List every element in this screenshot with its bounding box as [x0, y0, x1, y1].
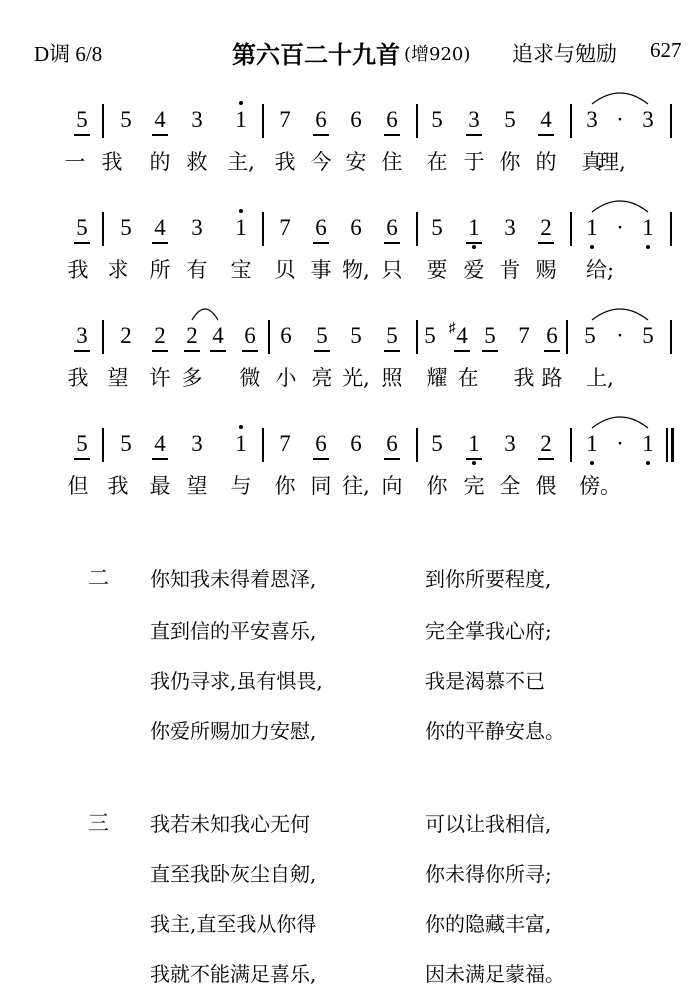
hymn-number: 627 [650, 38, 682, 62]
lyric-char: 我 [107, 474, 129, 498]
score-note: 3 [468, 107, 480, 132]
score-note: 5 [386, 323, 398, 348]
lyric-char: 真 [581, 150, 603, 174]
lyric-char: 只 [381, 258, 403, 282]
score-note: 2 [120, 323, 132, 348]
score-note: 1 [468, 431, 480, 456]
verse-number: 三 [88, 811, 109, 835]
tie-arc [592, 201, 648, 212]
lyric-char: 的 [149, 150, 171, 174]
sharp-sign: ♯ [448, 321, 456, 336]
score-note: · [616, 323, 624, 348]
lyric-char: 有 [186, 258, 208, 282]
score-note: 5 [120, 215, 132, 240]
lyric-char: 光, [342, 366, 370, 390]
tie-arc [592, 93, 648, 104]
hymn-category: 追求与勉励 [512, 42, 617, 66]
lyric-char: 今 [310, 150, 332, 174]
score-note: 3 [191, 107, 203, 132]
verse-number: 二 [88, 566, 109, 590]
lyric-char: 傍。 [579, 474, 621, 498]
lyric-char: 事 [310, 258, 332, 282]
score-note: 6 [386, 431, 398, 456]
lyric-char: 要 [426, 258, 448, 282]
score-note: 7 [518, 323, 530, 348]
lyric-char: 多 [181, 366, 203, 390]
score-note: 5 [431, 431, 443, 456]
tie-arc [592, 417, 648, 428]
verse-line: 直至我卧灰尘自剱, [150, 862, 317, 886]
score-note: · [616, 107, 624, 132]
score-note: 5 [120, 431, 132, 456]
lyric-char: 照 [381, 366, 403, 390]
score-note: 5 [120, 107, 132, 132]
score-note: 1 [235, 107, 247, 132]
lyric-char: 救 [186, 150, 208, 174]
score-note: 3 [191, 215, 203, 240]
verse-line: 你的平静安息。 [425, 719, 565, 743]
lyric-char: 我 [101, 150, 123, 174]
lyric-char: 你 [274, 474, 296, 498]
lyric-char: 爱 [463, 258, 485, 282]
lyric-char: 小 [275, 366, 297, 390]
hymn-title: 第六百二十九首 [232, 40, 400, 69]
lyric-char: 物, [342, 258, 370, 282]
score-note: 5 [76, 215, 88, 240]
lyric-char: 在 [426, 150, 448, 174]
score-note: 6 [280, 323, 292, 348]
verse-line: 完全掌我心府; [425, 619, 552, 643]
score-note: 4 [540, 107, 552, 132]
lyric-char: 我 [513, 366, 535, 390]
score-note: 7 [279, 107, 291, 132]
lyric-char: 理, [598, 150, 626, 174]
score-note: 1 [586, 431, 598, 456]
verse-line: 因未满足蒙福。 [425, 962, 565, 986]
lyric-char: 我 [67, 258, 89, 282]
score-note: 7 [279, 215, 291, 240]
key-signature: D调 6/8 [34, 42, 103, 66]
score-note: 4 [212, 323, 224, 348]
verse-line: 你爱所赐加力安慰, [150, 719, 317, 743]
score-note: · [616, 215, 624, 240]
lyric-char: 与 [230, 474, 252, 498]
lyric-char: 于 [463, 150, 485, 174]
score-note: 5 [431, 107, 443, 132]
lyric-char: 往, [342, 474, 370, 498]
lyric-char: 微 [239, 366, 261, 390]
score-note: 3 [642, 107, 654, 132]
score-note: 1 [468, 215, 480, 240]
supplement-number: (增920) [404, 44, 471, 65]
verse-line: 我仍寻求,虽有惧畏, [150, 669, 323, 693]
lyric-char: 望 [186, 474, 208, 498]
lyric-char: 住 [381, 150, 403, 174]
lyric-char: 望 [107, 366, 129, 390]
score-note: 6 [350, 215, 362, 240]
score-note: 6 [546, 323, 558, 348]
score-note: 3 [504, 215, 516, 240]
lyric-char: 我 [67, 366, 89, 390]
verse-line: 我是渴慕不已 [425, 669, 545, 693]
score-note: 1 [235, 215, 247, 240]
lyric-char: 全 [499, 474, 521, 498]
score-note: 6 [350, 431, 362, 456]
verse-line: 可以让我相信, [425, 812, 552, 836]
score-note: 6 [315, 107, 327, 132]
score-note: 5 [316, 323, 328, 348]
score-note: 1 [642, 431, 654, 456]
score-note: 6 [315, 215, 327, 240]
score-note: 4 [154, 431, 166, 456]
lyric-char: 在 [457, 366, 479, 390]
score-note: 6 [315, 431, 327, 456]
lyric-char: 宝 [230, 258, 252, 282]
score-note: 5 [76, 107, 88, 132]
score-note: 6 [386, 107, 398, 132]
lyric-char: 最 [149, 474, 171, 498]
score-note: 6 [244, 323, 256, 348]
score-note: 5 [642, 323, 654, 348]
score-note: 4 [154, 215, 166, 240]
verse-line: 你的隐藏丰富, [425, 912, 552, 936]
score-note: 3 [504, 431, 516, 456]
lyric-char: 安 [345, 150, 367, 174]
score-note: 2 [540, 215, 552, 240]
lyric-char: 求 [107, 258, 129, 282]
lyric-char: 偎 [535, 474, 557, 498]
score-note: 5 [350, 323, 362, 348]
score-note: 3 [76, 323, 88, 348]
verse-line: 你未得你所寻; [425, 862, 552, 886]
verse-line: 直到信的平安喜乐, [150, 619, 317, 643]
lyric-char: 肯 [499, 258, 521, 282]
score-note: 7 [279, 431, 291, 456]
verse-line: 你知我未得着恩泽, [150, 567, 317, 591]
verse-line: 到你所要程度, [425, 567, 552, 591]
lyric-char: 亮 [311, 366, 333, 390]
verse-line: 我就不能满足喜乐, [150, 962, 317, 986]
score-note: 1 [642, 215, 654, 240]
score-note: 5 [484, 323, 496, 348]
lyric-char: 但 [67, 474, 89, 498]
score-note: 4 [456, 323, 468, 348]
score-note: 5 [424, 323, 436, 348]
lyric-char: 你 [426, 474, 448, 498]
score-note: 3 [586, 107, 598, 132]
score-note: · [616, 431, 624, 456]
verse-line: 我若未知我心无何 [150, 812, 310, 836]
lyric-char: 贝 [274, 258, 296, 282]
tie-arc [592, 309, 648, 320]
score-note: 5 [584, 323, 596, 348]
score-note: 1 [586, 215, 598, 240]
lyric-char: 的 [535, 150, 557, 174]
lyric-char: 耀 [426, 366, 448, 390]
tie-arc [192, 309, 218, 320]
verse-line: 我主,直至我从你得 [150, 912, 317, 936]
lyric-char: 路 [541, 366, 563, 390]
score-note: 2 [154, 323, 166, 348]
lyric-char: 一 [64, 150, 86, 174]
lyric-char: 你 [499, 150, 521, 174]
lyric-char: 所 [149, 258, 171, 282]
lyric-char: 赐 [535, 258, 557, 282]
lyric-char: 向 [381, 474, 403, 498]
score-note: 5 [431, 215, 443, 240]
score-note: 4 [154, 107, 166, 132]
lyric-char: 完 [463, 474, 485, 498]
lyric-char: 同 [310, 474, 332, 498]
score-note: 2 [540, 431, 552, 456]
score-note: 6 [350, 107, 362, 132]
score-note: 6 [386, 215, 398, 240]
lyric-char: 许 [149, 366, 171, 390]
lyric-char: 我 [274, 150, 296, 174]
score-note: 5 [76, 431, 88, 456]
lyric-char: 上, [586, 366, 614, 390]
score-note: 2 [186, 323, 198, 348]
lyric-char: 给; [585, 258, 615, 282]
lyric-char: 主, [227, 150, 255, 174]
score-note: 3 [191, 431, 203, 456]
score-note: 1 [235, 431, 247, 456]
score-note: 5 [504, 107, 516, 132]
